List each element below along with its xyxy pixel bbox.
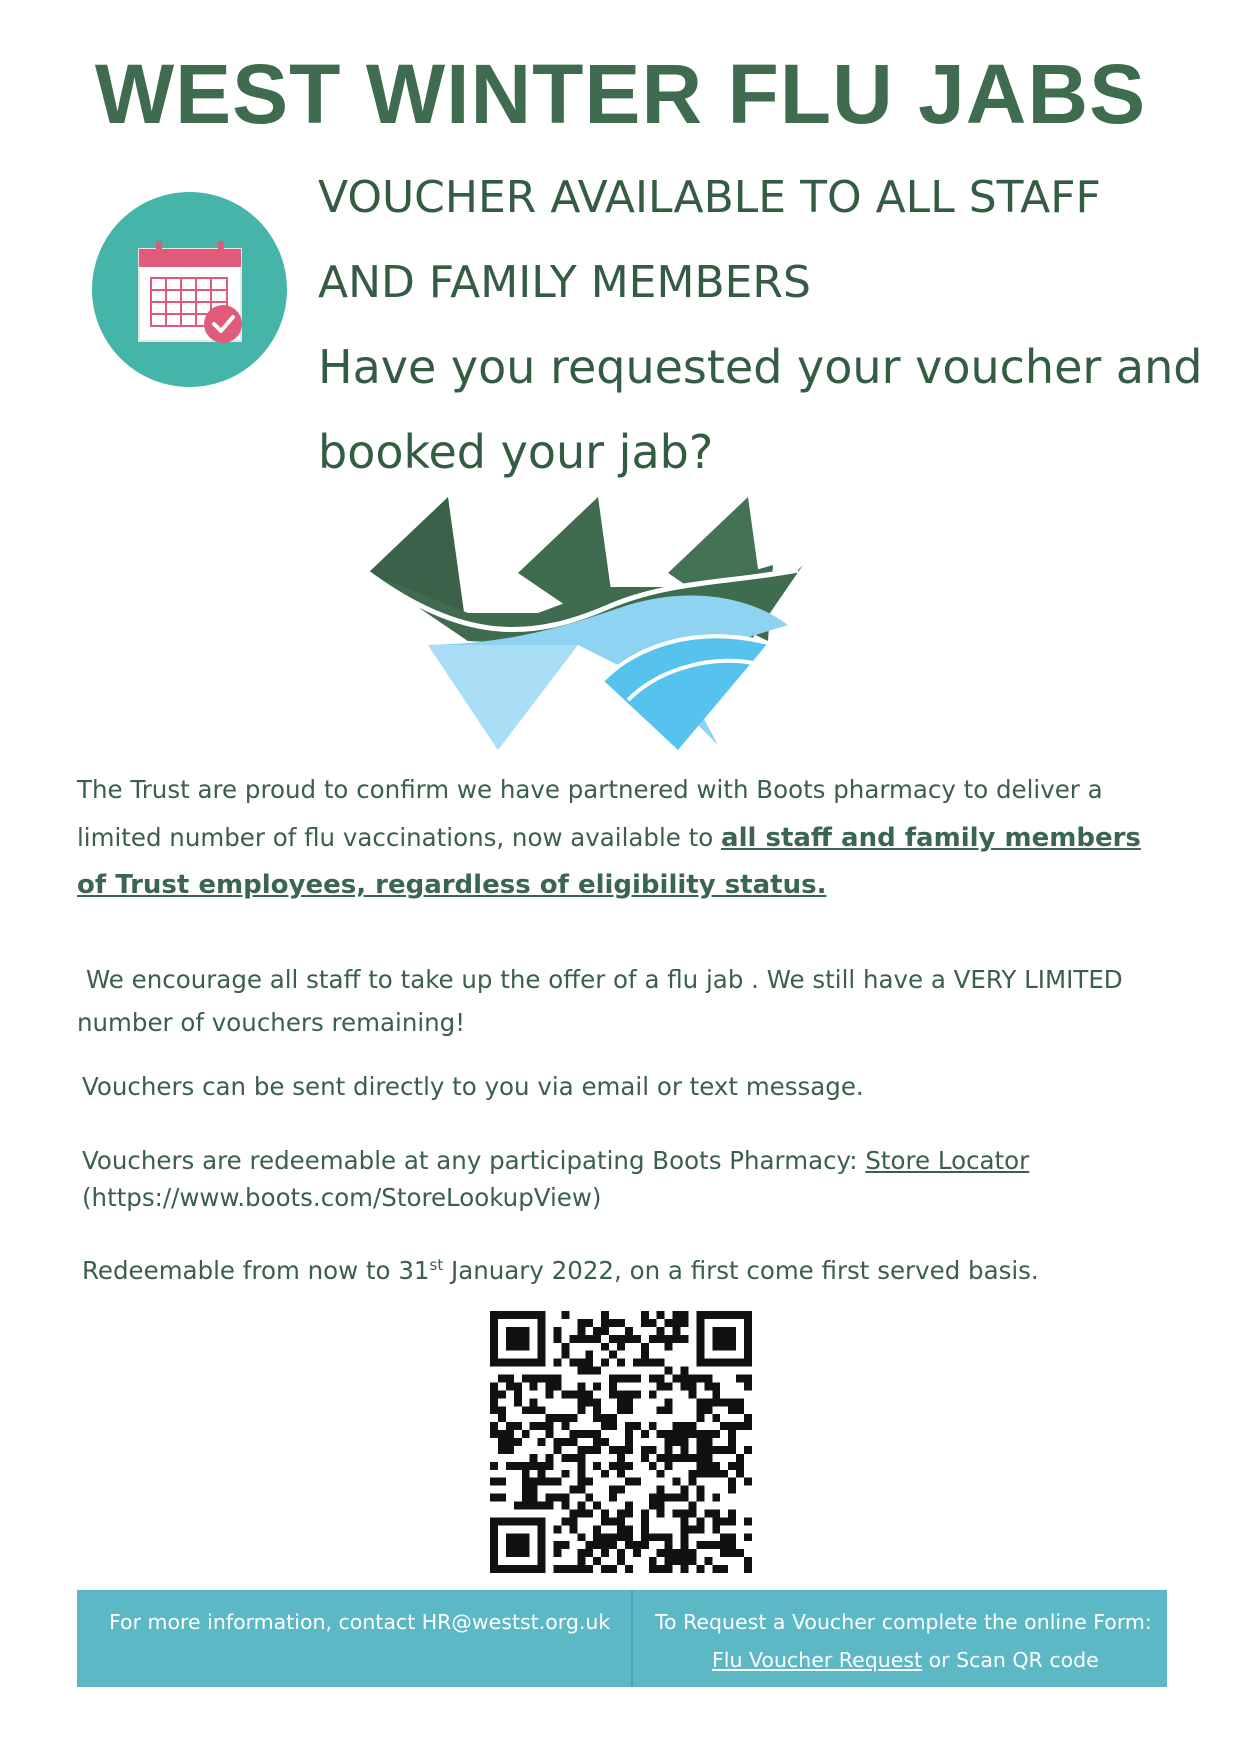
encourage-line-1: We encourage all staff to take up the offer of a flu jab . We still have a VERY LIMITED	[86, 965, 1123, 994]
footer-divider	[631, 1590, 633, 1687]
question-line-2: booked your jab?	[318, 425, 714, 479]
poster-title: WEST WINTER FLU JABS	[94, 47, 1147, 141]
intro-line-3	[77, 872, 826, 898]
flu-voucher-request-link[interactable]: Flu Voucher Request	[712, 1648, 923, 1672]
redeem-dates-pre: Redeemable from now to 31	[82, 1256, 430, 1286]
intro-emphasis-2: of Trust employees, regardless of eligibility status.	[77, 870, 827, 900]
footer-request-link-line	[712, 1650, 1099, 1671]
redeem-dates	[82, 1258, 1039, 1284]
footer-contact: For more information, contact HR@westst.org.uk	[109, 1610, 611, 1634]
subtitle-line-1: VOUCHER AVAILABLE TO ALL STAFF	[318, 172, 1101, 223]
footer-request-line: To Request a Voucher complete the online Form:	[655, 1610, 1152, 1634]
footer-scan-text: or Scan QR code	[922, 1648, 1099, 1672]
intro-line-2	[77, 825, 1141, 851]
intro-emphasis-1: all staff and family members	[721, 823, 1141, 853]
intro-line-2-text: limited number of flu vaccinations, now available to	[77, 823, 722, 852]
trust-logo	[368, 495, 878, 755]
calendar-badge	[92, 192, 287, 387]
redeem-line-1	[82, 1146, 1030, 1175]
store-locator-url: (https://www.boots.com/StoreLookupView)	[82, 1183, 602, 1212]
date-suffix: st	[429, 1256, 444, 1274]
question-line-1: Have you requested your voucher and	[318, 340, 1203, 394]
intro-line-1: The Trust are proud to confirm we have partnered with Boots pharmacy to deliver a	[77, 775, 1103, 804]
store-locator-link[interactable]: Store Locator	[865, 1146, 1030, 1175]
qr-code[interactable]	[490, 1311, 752, 1573]
redeem-dates-post: January 2022, on a first come first served basis.	[443, 1256, 1039, 1286]
encourage-line-2: number of vouchers remaining!	[77, 1008, 466, 1037]
redeem-text: Vouchers are redeemable at any participating Boots Pharmacy:	[82, 1146, 866, 1175]
delivery-text: Vouchers can be sent directly to you via email or text message.	[82, 1072, 864, 1101]
calendar-check-icon	[92, 192, 287, 387]
footer-banner	[77, 1590, 1167, 1687]
subtitle-line-2: AND FAMILY MEMBERS	[318, 257, 811, 308]
